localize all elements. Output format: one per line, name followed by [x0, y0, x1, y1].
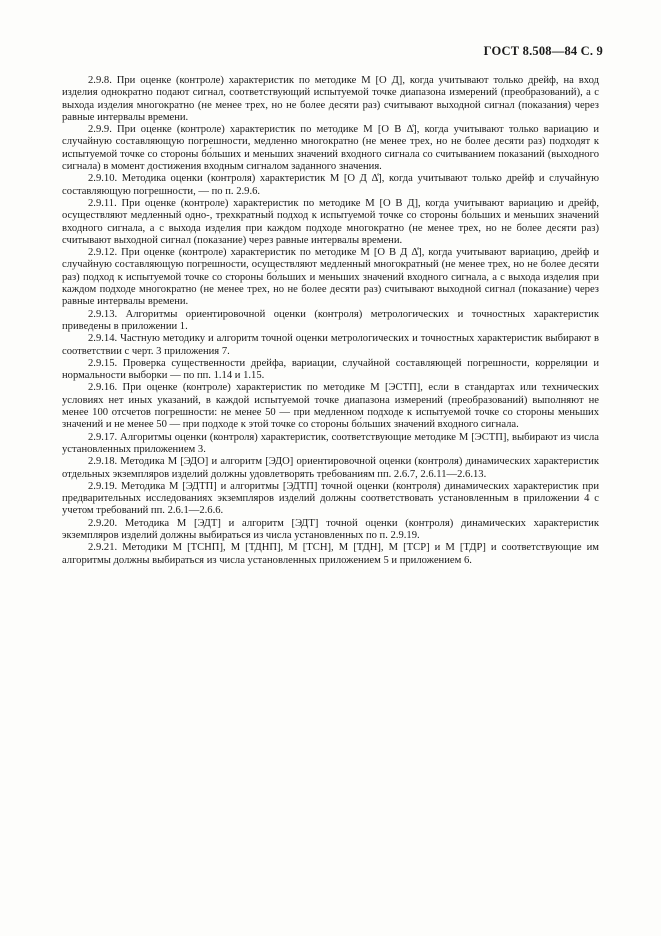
paragraph-2-9-21: 2.9.21. Методики М [ТСНП], М [ТДНП], М [ТСН], М [ТДН], М [ТСР] и М [ТДР] и соответствующие им алгоритмы должны выбираться из числа установленных приложением 5 и приложением 6. [62, 542, 599, 566]
paragraph-2-9-18: 2.9.18. Методика М [ЭДО] и алгоритм [ЭДО] ориентировочной оценки (контроля) динамических характеристик отдельных экземпляров изделий должны удовлетворять требованиям пп. 2.6.7, 2.6.11—2.6.13. [62, 456, 599, 480]
paragraph-2-9-16: 2.9.16. При оценке (контроле) характеристик по методике М [ЭСТП], если в стандартах или технических условиях нет иных указаний, в каждой испытуемой точке диапазона измерений (преобразований) выполняют не менее 100 отсчетов погрешности: не менее 50 — при медленном подходе к испытуемой точке со стороны меньших значений и не менее 50 — при подходе к этой точке со стороны бо́льших значений входного сигнала. [62, 382, 599, 431]
paragraph-2-9-12: 2.9.12. При оценке (контроле) характеристик по методике М [О В Д Δ̊], когда учитывают вариацию, дрейф и случайную составляющую погрешности, осуществляют медленный многократный (не менее трех, но не более десяти раз) подход к испытуемой точке со стороны бо́льших и меньших значений входного сигнала, а с выхода изделия при каждом подходе многократно (не менее трех, но не более десяти раз) считывают выходной сигнал (показание) через равные интервалы времени. [62, 247, 599, 308]
paragraph-2-9-10: 2.9.10. Методика оценки (контроля) характеристик М [О Д Δ̊], когда учитывают только дрейф и случайную составляющую погрешности, — по п. 2.9.6. [62, 173, 599, 197]
paragraph-2-9-20: 2.9.20. Методика М [ЭДТ] и алгоритм [ЭДТ] точной оценки (контроля) динамических характеристик экземпляров изделий должны выбираться из числа установленных по п. 2.9.19. [62, 517, 599, 541]
paragraph-2-9-14: 2.9.14. Частную методику и алгоритм точной оценки метрологических и точностных характеристик выбирают в соответствии с черт. 3 приложения 7. [62, 333, 599, 357]
paragraph-2-9-17: 2.9.17. Алгоритмы оценки (контроля) характеристик, соответствующие методике М [ЭСТП], выбирают из числа установленных приложением 3. [62, 431, 599, 455]
document-body [62, 75, 599, 567]
paragraph-2-9-9: 2.9.9. При оценке (контроле) характеристик по методике М [О В Δ̊], когда учитывают только вариацию и случайную составляющую погрешности, медленно многократно (не менее трех, но не более десяти раз) подходят к испытуемой точке со стороны бо́льших и меньших значений входного сигнала со считыванием показаний (выходного сигнала) в момент достижения входным сигналом заданного значения. [62, 124, 599, 173]
paragraph-2-9-11: 2.9.11. При оценке (контроле) характеристик по методике М [О В Д], когда учитывают вариацию и дрейф, осуществляют медленный одно-, трехкратный подход к испытуемой точке со стороны бо́льших и меньших значений входного сигнала, а с выхода изделия при каждом подходе многократно (не менее трех, но не более десяти раз) считывают выходной сигнал (показание) через равные интервалы времени. [62, 197, 599, 246]
page-header: ГОСТ 8.508—84 С. 9 [483, 44, 603, 58]
paragraph-2-9-8: 2.9.8. При оценке (контроле) характеристик по методике М [О Д], когда учитывают только дрейф, на вход изделия однократно подают сигнал, соответствующий испытуемой точке диапазона измерений (преобразований), а с выхода изделия многократно (не менее трех, но не более десяти раз) считывают выходной сигнал (показания) через равные интервалы времени. [62, 75, 599, 123]
paragraph-2-9-19: 2.9.19. Методика М [ЭДТП] и алгоритмы [ЭДТП] точной оценки (контроля) динамических характеристик при предварительных исследованиях экземпляров изделий должны соответствовать установленным в приложении 4 с учетом требований пп. 2.6.1—2.6.6. [62, 480, 599, 517]
paragraph-2-9-13: 2.9.13. Алгоритмы ориентировочной оценки (контроля) метрологических и точностных характеристик приведены в приложении 1. [62, 308, 599, 332]
paragraph-2-9-15: 2.9.15. Проверка существенности дрейфа, вариации, случайной составляющей погрешности, корреляции и нормальности выборки — по пп. 1.14 и 1.15. [62, 357, 599, 382]
